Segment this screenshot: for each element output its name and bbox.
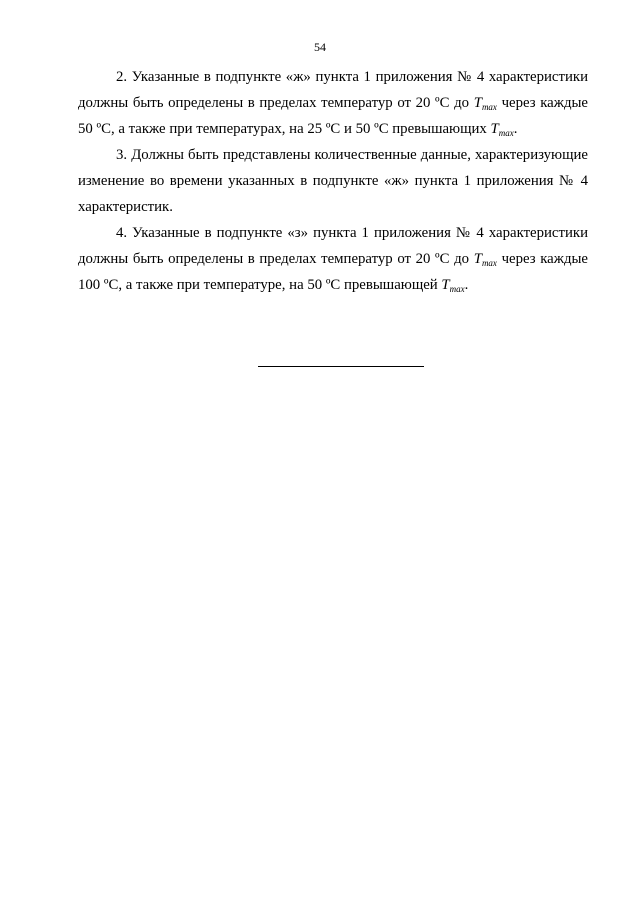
text-run: через каждые (496, 95, 588, 111)
text-run: должны быть определены в пределах температур от 20 ºС до (78, 95, 474, 111)
text-line (78, 272, 588, 298)
tmax-symbol: $T_{max}$ (441, 277, 465, 294)
paragraph-4 (78, 220, 588, 298)
text-run: 100 ºС, а также при температуре, на 50 ºС превышающей (78, 277, 442, 293)
tmax-symbol: $T_{max}$ (473, 251, 497, 268)
text-run: характеристик. (78, 199, 173, 215)
end-rule (258, 366, 424, 367)
text-run: через каждые (496, 251, 588, 267)
text-line (78, 220, 588, 246)
text-line (78, 64, 588, 90)
paragraph-3 (78, 142, 588, 220)
text-line (78, 246, 588, 272)
text-line (78, 116, 588, 142)
text-run: . (464, 277, 469, 293)
text-run: изменение во времени указанных в подпункте «ж» пункта 1 приложения № 4 (78, 173, 588, 189)
text-line (78, 142, 588, 168)
paragraph-2 (78, 64, 588, 142)
tmax-symbol: $T_{max}$ (490, 121, 514, 138)
page-number: 54 (314, 40, 326, 54)
text-run: 50 ºС, а также при температурах, на 25 ºС и 50 ºС превышающих (78, 121, 491, 137)
text-line (78, 90, 588, 116)
text-line (78, 168, 588, 194)
text-run: 3. Должны быть представлены количественные данные, характеризующие (116, 147, 588, 163)
tmax-symbol: $T_{max}$ (473, 95, 497, 112)
text-run: . (513, 121, 518, 137)
text-run: должны быть определены в пределах температур от 20 ºС до (78, 251, 474, 267)
document-body (78, 64, 588, 298)
text-line (78, 194, 588, 220)
text-run: 2. Указанные в подпункте «ж» пункта 1 приложения № 4 характеристики (116, 69, 588, 85)
text-run: 4. Указанные в подпункте «з» пункта 1 приложения № 4 характеристики (116, 225, 588, 241)
